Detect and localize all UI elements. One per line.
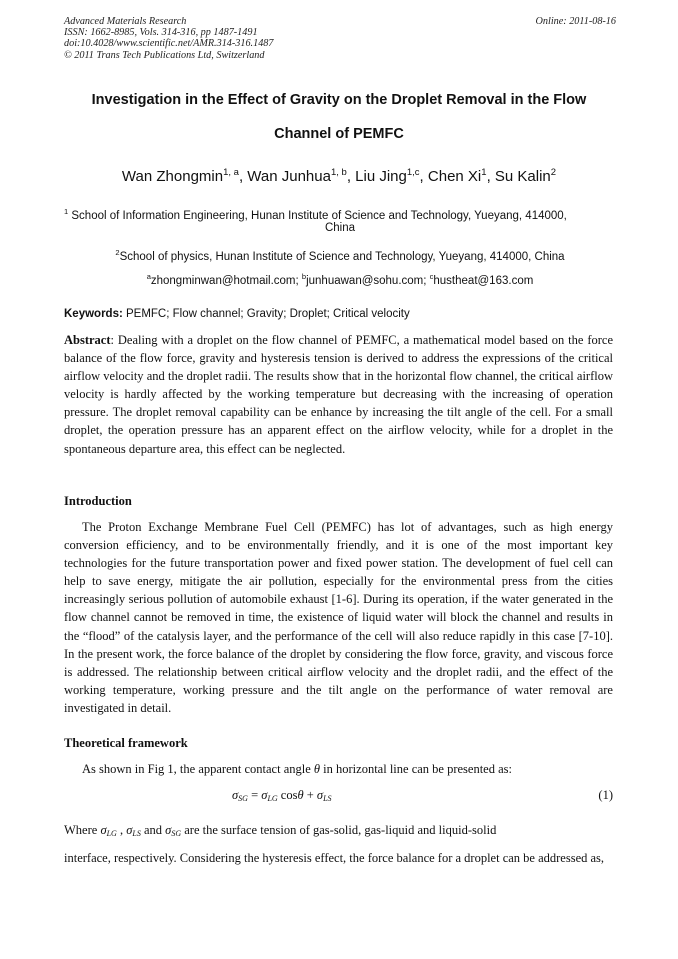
keywords-text: PEMFC; Flow channel; Gravity; Droplet; Critical velocity (122, 308, 410, 320)
theta-symbol: θ (313, 762, 321, 776)
author-emails: $^a$zhongminwan@hotmail.com; $^b$junhuawan@sohu.com; $^c$hustheat@163.com (146, 272, 534, 287)
affiliation-2: $^2$School of physics, Hunan Institute of Science and Technology, Yueyang, 414000, China (115, 248, 565, 263)
theory-intro: As shown in Fig 1, the apparent contact angle θ in horizontal line can be presented as: (82, 762, 512, 776)
theory-where: Where $\sigma_{LG}$ , $\sigma_{LS}$ and $\sigma_{SG}$ are the surface tension of gas-solid, gas-liquid and liquid-solid (64, 823, 497, 838)
author: Wan Junhua$^{1, b}$, (247, 167, 356, 185)
copyright-line: © 2011 Trans Tech Publications Ltd, Switzerland (64, 49, 265, 61)
author: Chen Xi$^1$, (427, 167, 495, 185)
email-c[interactable]: hustheat@163.com (433, 275, 534, 287)
issn-line: ISSN: 1662-8985, Vols. 314-316, pp 1487-1491 (64, 27, 258, 39)
theory-heading: Theoretical framework (64, 736, 188, 750)
email-b[interactable]: junhuawan@sohu.com; (306, 275, 430, 287)
journal-header (64, 16, 616, 61)
author: Wan Zhongmin$^{1, a}$, (121, 167, 248, 185)
paper-title-line-2: Channel of PEMFC (274, 126, 404, 142)
introduction-text: The Proton Exchange Membrane Fuel Cell (PEMFC) has lot of advantages, such as high energy conversion efficiency, and to be environmentally friendly, and it is one of the most important key technologies for the future transportation power and fixed power station. The development of fuel cell can help to save energy, mitigate the air pollution, especially for the environmental press from the cities increasingly serious pollution of automobile exhaust [1-6]. During its operation, if the water generated in the flow channel cannot be removed in time, the existence of liquid water will block the channel and results in the “flood” of the catalysis layer, and the performance of the cell will also reduce rapidly in this case [7-10]. In the present work, the force balance of the droplet by considering the flow force, gravity, and viscous force is addressed. The relationship between critical airflow velocity and the droplet radii, and the effect of the working temperature, working pressure and the tilt angle on the performance of water removal are investigated in detail. (64, 520, 613, 715)
author: Su Kalin$^2$ (494, 167, 557, 185)
journal-name: Advanced Materials Research (64, 16, 187, 27)
equation-1-number: (1) (598, 788, 613, 802)
theory-continuation: interface, respectively. Considering the hysteresis effect, the force balance for a droplet can be addressed as, (64, 851, 605, 865)
affiliation-1: $^1$ School of Information Engineering, Hunan Institute of Science and Technology, Yueyang, 414000, (64, 207, 567, 222)
equation-1-expression: $\sigma_{SG} = \sigma_{LG}$ $\cos\theta + \sigma_{LS}$ (232, 788, 332, 803)
paper-title-line-1: Investigation in the Effect of Gravity on the Droplet Removal in the Flow (91, 92, 587, 108)
introduction-heading: Introduction (64, 494, 132, 508)
equation-1 (64, 788, 613, 808)
keywords (64, 308, 616, 320)
online-date: Online: 2011-08-16 (535, 16, 616, 27)
author-list (20, 167, 658, 185)
abstract (64, 331, 613, 458)
doi-line: doi:10.4028/www.scientific.net/AMR.314-316.1487 (64, 38, 274, 50)
email-a[interactable]: zhongminwan@hotmail.com; (150, 275, 302, 287)
keywords-label: Keywords: (64, 308, 123, 320)
author: Liu Jing$^{1,c}$, (355, 167, 428, 185)
abstract-text: : Dealing with a droplet on the flow channel of PEMFC, a mathematical model based on the force balance of the flow force, gravity and hysteresis tension is derived to address the expressions of the critical airflow velocity and the droplet radii. The results show that in the horizontal flow channel, the critical airflow velocity is hardly affected by the working temperature but decreasing with the increasing of operation pressure. The droplet removal capability can be enhance by increasing the tilt angle of the cell. For a small droplet, the operation pressure has an apparent effect on the airflow velocity, while for a droplet in the spontaneous departure area, this effect can be neglected. (64, 333, 613, 456)
abstract-label: Abstract (64, 333, 111, 347)
affiliation-1-country: China (324, 222, 356, 234)
